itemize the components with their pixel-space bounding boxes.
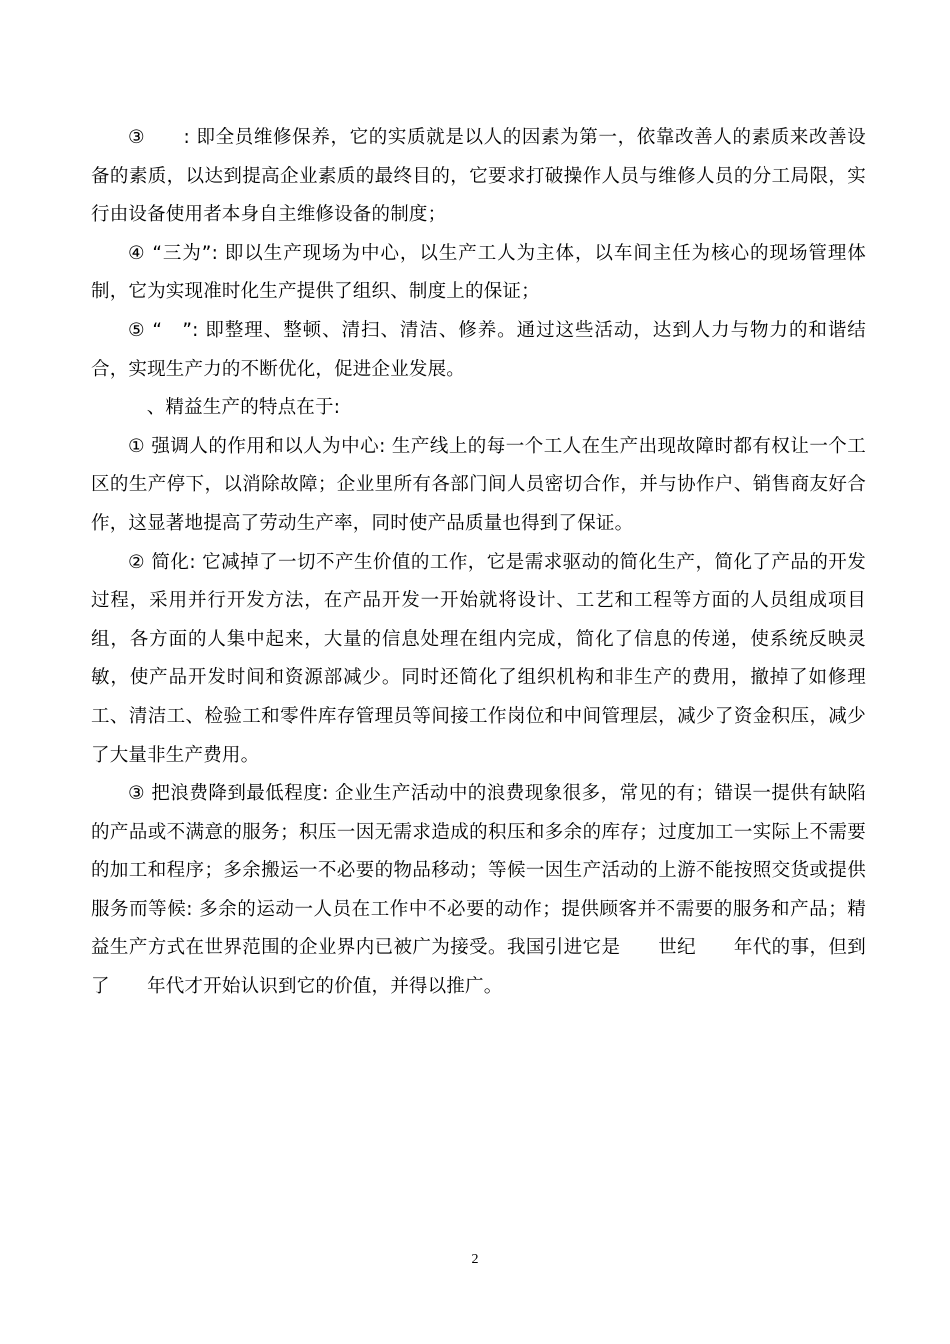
paragraph-three-wei: ④ “三为”: 即以生产现场为中心，以生产工人为主体，以车间主任为核心的现场管理体制，它为实现准时化生产提供了组织、制度上的保证； — [91, 242, 866, 303]
section-heading-lean-features: 、精益生产的特点在于: — [128, 397, 341, 419]
paragraph-simplification: ② 简化: 它减掉了一切不产生价值的工作，它是需求驱动的简化生产，简化了产品的开发过程，采用并行开发方法，在产品开发一开始就将设计、工艺和工程等方面的人员组成项目组，各方面的人集中起来，大量的信息处理在组内完成，简化了信息的传递，使系统反映灵敏，使产品开发时间和资源部减少。同时还简化了组织机构和非生产的费用，撤掉了如修理工、清洁工、检验工和零件库存管理员等间接工作岗位和中间管理层，减少了资金积压，减少了大量非生产费用。 — [91, 551, 866, 766]
body-text — [91, 119, 866, 1007]
paragraph-5s: ⑤ “ ”: 即整理、整顿、清扫、清洁、修养。通过这些活动，达到人力与物力的和谐结合，实现生产力的不断优化，促进企业发展。 — [91, 319, 866, 380]
page-number: 2 — [471, 1252, 479, 1267]
paragraph-waste-reduction: ③ 把浪费降到最低程度: 企业生产活动中的浪费现象很多，常见的有；错误一提供有缺陷的产品或不满意的服务；积压一因无需求造成的积压和多余的库存；过度加工一实际上不需要的加工和程序；多余搬运一不必要的物品移动；等候一因生产活动的上游不能按照交货或提供服务而等候: 多余的运动一人员在工作中不必要的动作；提供顾客并不需要的服务和产品；精益生产方式在世界范围的企业界内已被广为接受。我国引进它是 世纪 年代的事，但到了 年代才开始认识到它的价值，并得以推广。 — [91, 783, 866, 998]
paragraph-people-centered: ① 强调人的作用和以人为中心: 生产线上的每一个工人在生产出现故障时都有权让一个工区的生产停下，以消除故障；企业里所有各部门间人员密切合作，并与协作户、销售商友好合作，这显著地提高了劳动生产率，同时使产品质量也得到了保证。 — [91, 435, 866, 534]
paragraph-tpm: ③ : 即全员维修保养，它的实质就是以人的因素为第一，依靠改善人的素质来改善设备的素质，以达到提高企业素质的最终目的，它要求打破操作人员与维修人员的分工局限，实行由设备使用者本身自主维修设备的制度； — [91, 127, 866, 226]
